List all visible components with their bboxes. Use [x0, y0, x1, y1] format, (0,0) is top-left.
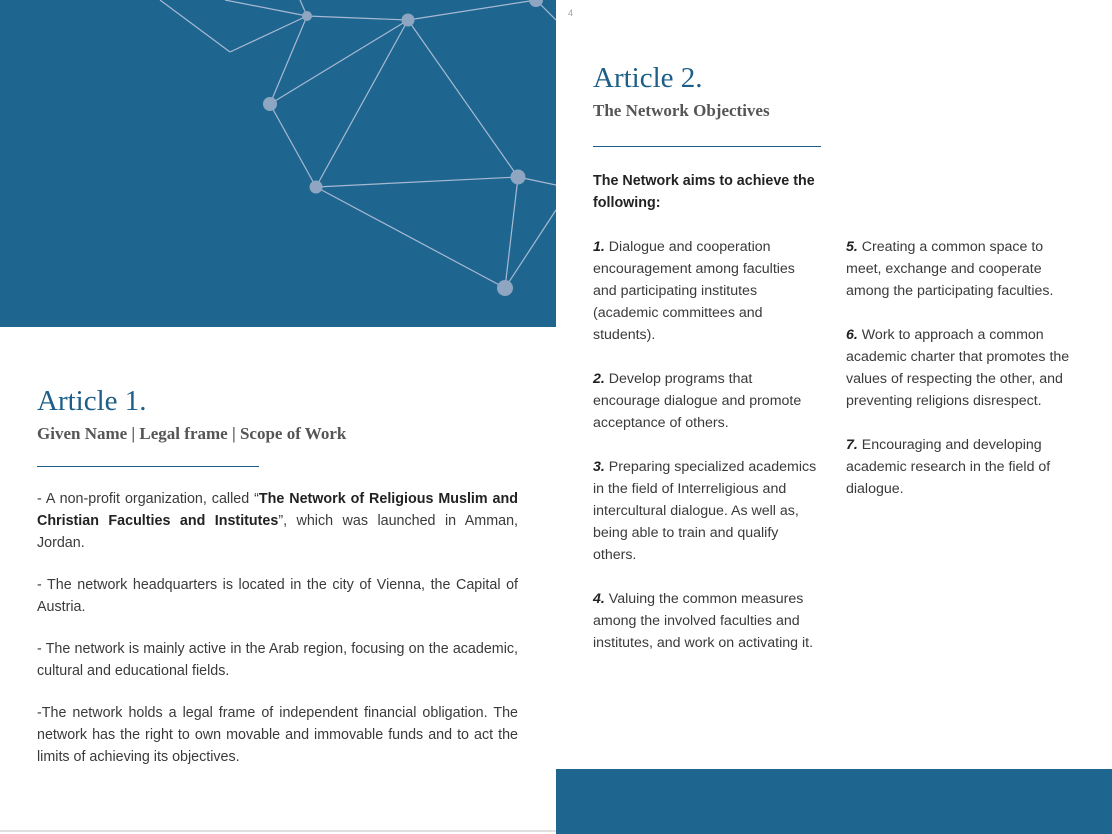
article-1-title: Article 1. [37, 385, 147, 417]
objectives-intro: The Network aims to achieve the following: [593, 173, 815, 211]
objective-item [593, 236, 821, 346]
article-1-subtitle: Given Name | Legal frame | Scope of Work [37, 424, 347, 443]
objective-item [846, 236, 1076, 302]
right-page [556, 0, 1112, 834]
footer-band [556, 769, 1112, 834]
objectives-column-left [593, 236, 821, 676]
objective-text: Work to approach a common academic charter that promotes the values of respecting the other, and preventing religions disrespect. [846, 327, 1070, 409]
article-2-title: Article 2. [593, 62, 703, 94]
objective-text: Encouraging and developing academic research in the field of dialogue. [846, 437, 1051, 497]
page-number: 4 [568, 8, 574, 18]
objective-text: Creating a common space to meet, exchange and cooperate among the participating faculties. [846, 239, 1054, 299]
objective-item [593, 456, 821, 566]
organization-name: The Network of Religious Muslim and Christian Faculties and Institutes [37, 491, 518, 529]
article-1-paragraph: -The network holds a legal frame of independent financial obligation. The network has the right to own movable and immovable funds and to act the limits of achieving its objectives. [37, 705, 518, 765]
objective-item [593, 588, 821, 654]
objective-number: 1. [593, 239, 605, 255]
hero-banner [0, 0, 556, 327]
objectives-column-right [846, 236, 1076, 522]
objective-number: 6. [846, 327, 858, 343]
article-1-divider [37, 466, 259, 467]
objective-number: 5. [846, 239, 858, 255]
objective-item [593, 368, 821, 434]
article-1-body [37, 488, 518, 788]
objective-number: 3. [593, 459, 605, 475]
article-1-paragraph: - The network headquarters is located in the city of Vienna, the Capital of Austria. [37, 577, 518, 615]
objective-number: 2. [593, 371, 605, 387]
objective-item [846, 434, 1076, 500]
objective-number: 7. [846, 437, 858, 453]
objective-text: Dialogue and cooperation encouragement among faculties and participating institutes (academic committees and students). [593, 239, 795, 343]
objective-item [846, 324, 1076, 412]
objective-text: Valuing the common measures among the involved faculties and institutes, and work on activating it. [593, 591, 814, 651]
objective-text: Develop programs that encourage dialogue and promote acceptance of others. [593, 371, 802, 431]
network-graph-illustration [0, 0, 556, 327]
article-1-paragraph [37, 488, 518, 554]
article-1-paragraph: - The network is mainly active in the Arab region, focusing on the academic, cultural and educational fields. [37, 641, 518, 679]
article-2-subtitle: The Network Objectives [593, 101, 770, 120]
paragraph-text: ”, which was launched in Amman, Jordan. [37, 513, 518, 551]
objective-text: Preparing specialized academics in the field of Interreligious and intercultural dialogue. As well as, being able to train and qualify others. [593, 459, 817, 563]
page-bottom-edge [0, 830, 556, 832]
article-2-divider [593, 146, 821, 147]
paragraph-text: - A non-profit organization, called “ [37, 491, 259, 507]
objective-number: 4. [593, 591, 605, 607]
